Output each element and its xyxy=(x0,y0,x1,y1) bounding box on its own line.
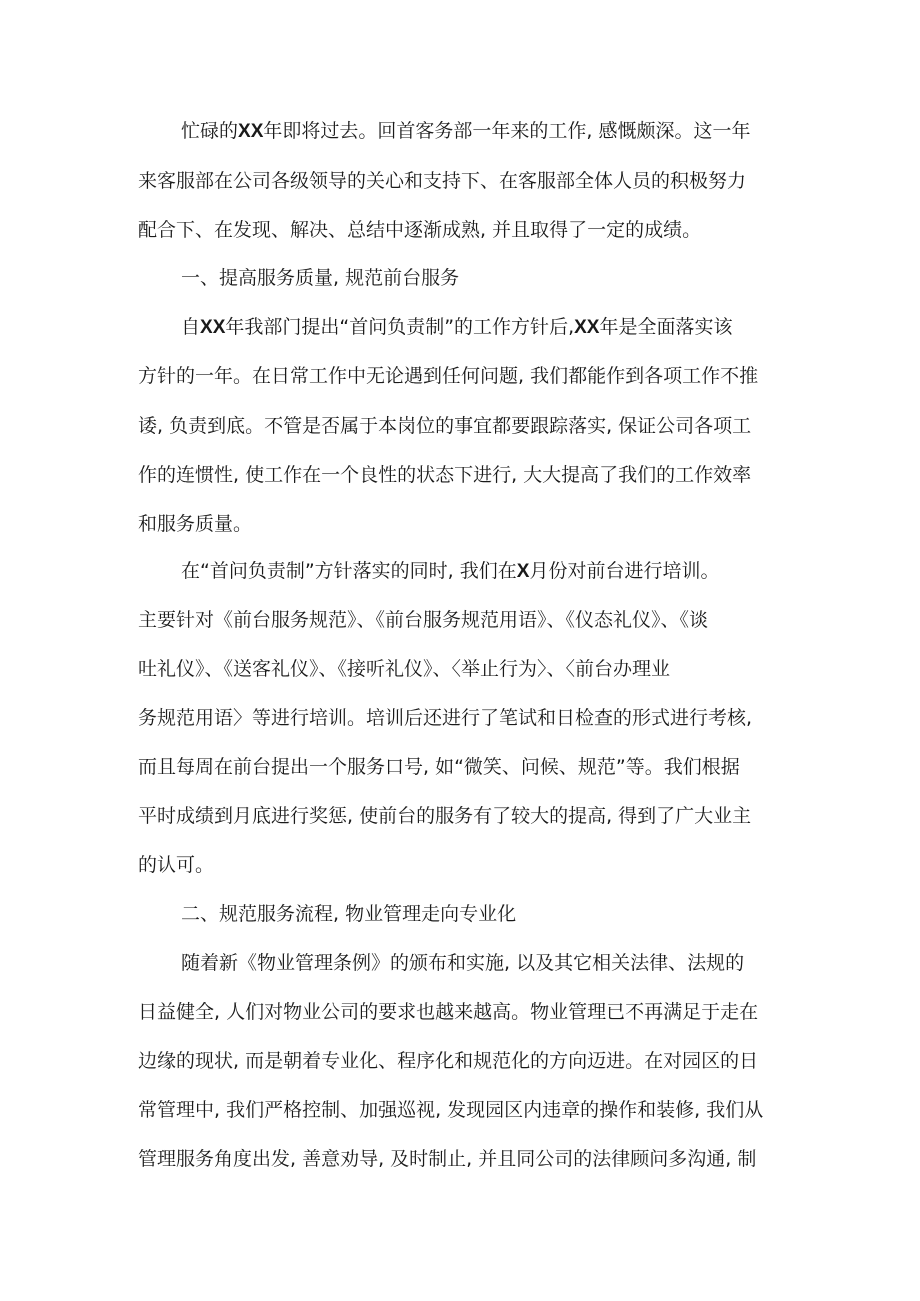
paragraph-intro-line-3: 配合下、在发现、解决、总结中逐渐成熟, 并且取得了一定的成绩。 xyxy=(138,219,702,241)
paragraph-3-line-5: 而且每周在前台提出一个服务口号, 如“微笑、问候、规范”等。我们根据 xyxy=(138,756,740,778)
paragraph-3-line-2: 主要针对《前台服务规范》、《前台服务规范用语》、《仪态礼仪》、《谈 xyxy=(138,609,709,631)
paragraph-intro-line-2: 来客服部在公司各级领导的关心和支持下、在客服部全体人员的积极努力 xyxy=(138,170,747,192)
paragraph-4-line-3: 边缘的现状, 而是朝着专业化、程序化和规范化的方向迈进。在对园区的日 xyxy=(138,1050,759,1072)
paragraph-intro-line-1 xyxy=(181,119,750,144)
paragraph-3-line-3: 吐礼仪》、《送客礼仪》、《接听礼仪》、〈举止行为〉、〈前台办理业 xyxy=(138,658,671,680)
text-segment: 自 xyxy=(181,316,201,338)
text-segment: 月份对前台进行培训。 xyxy=(529,560,720,582)
paragraph-2-line-1 xyxy=(181,315,732,340)
year-placeholder: XX xyxy=(574,317,600,338)
paragraph-2-line-3: 诿, 负责到底。不管是否属于本岗位的事宜都要跟踪落实, 保证公司各项工 xyxy=(138,415,752,437)
text-segment: 忙碌的 xyxy=(181,120,239,142)
year-placeholder: XX xyxy=(200,317,226,338)
paragraph-4-line-5: 管理服务角度出发, 善意劝导, 及时制止, 并且同公司的法律顾问多沟通, 制 xyxy=(138,1148,757,1170)
paragraph-2-line-5: 和服务质量。 xyxy=(138,513,253,535)
paragraph-3-line-7: 的认可。 xyxy=(138,854,215,876)
text-segment: 年即将过去。回首客务部一年来的工作, 感慨颇深。这一年 xyxy=(263,120,751,142)
paragraph-4-line-1: 随着新《物业管理条例》的颁布和实施, 以及其它相关法律、法规的 xyxy=(181,952,745,974)
text-segment: 年是全面落实该 xyxy=(599,316,733,338)
paragraph-2-line-4: 作的连惯性, 使工作在一个良性的状态下进行, 大大提高了我们的工作效率 xyxy=(138,464,752,486)
text-segment: 年我部门提出“首问负责制”的工作方针后, xyxy=(225,316,575,338)
paragraph-4-line-4: 常管理中, 我们严格控制、加强巡视, 发现园区内违章的操作和装修, 我们从 xyxy=(138,1099,764,1121)
section-heading-2: 二、规范服务流程, 物业管理走向专业化 xyxy=(181,903,517,925)
year-placeholder: XX xyxy=(238,121,264,142)
paragraph-3-line-4: 务规范用语〉等进行培训。培训后还进行了笔试和日检查的形式进行考核, xyxy=(138,707,753,729)
month-placeholder: X xyxy=(516,561,530,582)
paragraph-3-line-6: 平时成绩到月底进行奖惩, 使前台的服务有了较大的提高, 得到了广大业主 xyxy=(138,805,752,827)
text-segment: 在“首问负责制”方针落实的同时, 我们在 xyxy=(181,560,517,582)
section-heading-1: 一、提高服务质量, 规范前台服务 xyxy=(181,267,460,289)
paragraph-3-line-1 xyxy=(181,559,719,584)
paragraph-2-line-2: 方针的一年。在日常工作中无论遇到任何问题, 我们都能作到各项工作不推 xyxy=(138,365,759,387)
paragraph-4-line-2: 日益健全, 人们对物业公司的要求也越来越高。物业管理已不再满足于走在 xyxy=(138,1001,759,1023)
